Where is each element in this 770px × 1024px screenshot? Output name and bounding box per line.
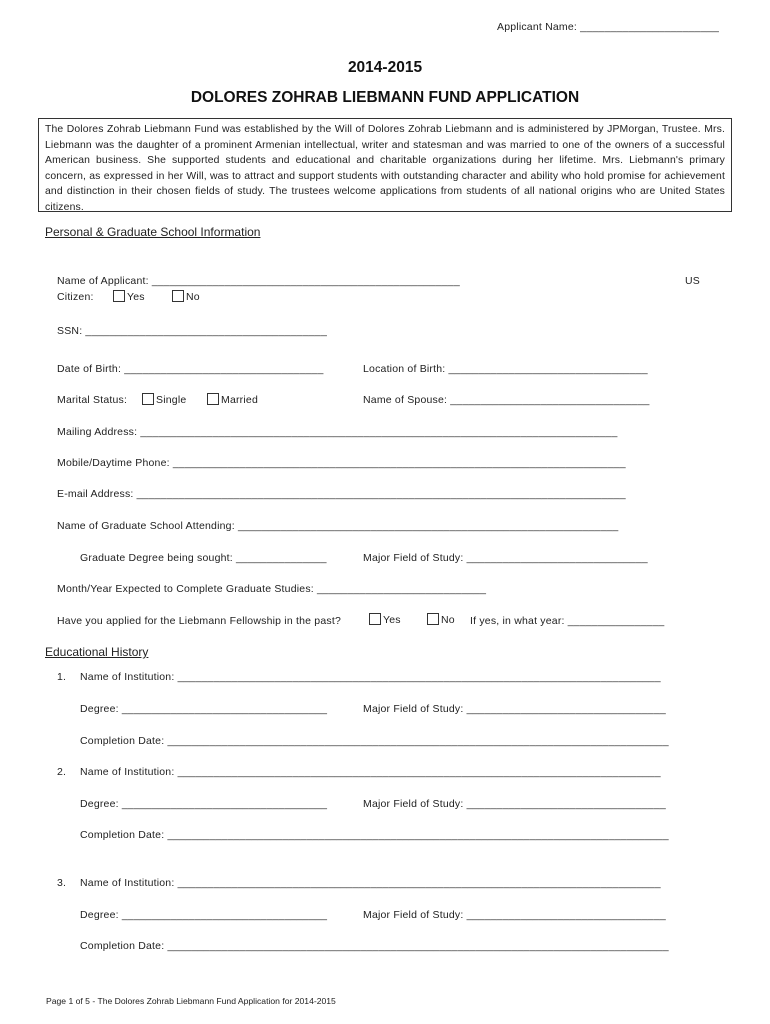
personal-section-heading: Personal & Graduate School Information	[45, 225, 261, 239]
expected-completion-field[interactable]: Month/Year Expected to Complete Graduate Studies: ____________________________	[57, 583, 487, 595]
applied-no-label: No	[441, 614, 455, 626]
citizen-no-checkbox[interactable]	[172, 290, 184, 302]
education-section-heading: Educational History	[45, 645, 149, 659]
name-of-spouse-field[interactable]: Name of Spouse: _________________________________	[363, 394, 650, 406]
education-entry-number: 1.	[57, 671, 67, 683]
citizen-yes-label: Yes	[127, 291, 145, 303]
education-entry-number: 3.	[57, 877, 67, 889]
single-label: Single	[156, 394, 187, 406]
institution-name-field[interactable]: Name of Institution: ________________________________________________________________________________	[80, 877, 661, 889]
ssn-field[interactable]: SSN: ________________________________________	[57, 325, 328, 337]
major-field[interactable]: Major Field of Study: _________________________________	[363, 703, 666, 715]
mailing-address-field[interactable]: Mailing Address: _______________________________________________________________________________	[57, 426, 618, 438]
applied-year-field[interactable]: If yes, in what year: ________________	[470, 615, 665, 627]
form-title: DOLORES ZOHRAB LIEBMANN FUND APPLICATION	[190, 89, 580, 106]
institution-name-field[interactable]: Name of Institution: ________________________________________________________________________________	[80, 671, 661, 683]
completion-date-field[interactable]: Completion Date: ___________________________________________________________________________________	[80, 940, 669, 952]
married-checkbox[interactable]	[207, 393, 219, 405]
degree-field[interactable]: Degree: __________________________________	[80, 703, 328, 715]
citizen-no-option[interactable]	[172, 290, 200, 303]
married-label: Married	[221, 394, 258, 406]
married-option[interactable]	[207, 393, 258, 406]
applied-yes-option[interactable]	[369, 613, 401, 626]
degree-field[interactable]: Degree: __________________________________	[80, 798, 328, 810]
major-field[interactable]: Major Field of Study: _________________________________	[363, 798, 666, 810]
us-label: US	[685, 275, 700, 287]
education-entry-number: 2.	[57, 766, 67, 778]
degree-field[interactable]: Degree: __________________________________	[80, 909, 328, 921]
major-field[interactable]: Major Field of Study: _________________________________	[363, 909, 666, 921]
major-field-of-study-field[interactable]: Major Field of Study: ______________________________	[363, 552, 648, 564]
date-of-birth-field[interactable]: Date of Birth: _________________________________	[57, 363, 324, 375]
applied-no-option[interactable]	[427, 613, 455, 626]
institution-name-field[interactable]: Name of Institution: ________________________________________________________________________________	[80, 766, 661, 778]
completion-date-field[interactable]: Completion Date: ___________________________________________________________________________________	[80, 829, 669, 841]
citizen-no-label: No	[186, 291, 200, 303]
citizen-yes-option[interactable]	[113, 290, 145, 303]
citizen-yes-checkbox[interactable]	[113, 290, 125, 302]
citizen-label: Citizen:	[57, 291, 94, 303]
page-footer: Page 1 of 5 - The Dolores Zohrab Liebmann Fund Application for 2014-2015	[46, 996, 336, 1006]
single-option[interactable]	[142, 393, 186, 406]
applied-no-checkbox[interactable]	[427, 613, 439, 625]
name-of-applicant-field[interactable]: Name of Applicant: ___________________________________________________	[57, 275, 460, 287]
intro-paragraph: The Dolores Zohrab Liebmann Fund was established by the Will of Dolores Zohrab Liebmann and is administered by JPMorgan, Trustee. Mrs. Liebmann was the daughter of a prominent Armenian intellectual, writer and statesman and was married to one of the owners of a successful American business. She supported students and educational and charitable organizations during her lifetime. Mrs. Liebmann's primary concern, as expressed in her Will, was to attract and support students with outstanding character and ability who hold promise for achievement and distinction in their chosen fields of study. The trustees welcome applications from students of all national origins who are United States citizens.	[38, 118, 732, 212]
single-checkbox[interactable]	[142, 393, 154, 405]
completion-date-field[interactable]: Completion Date: ___________________________________________________________________________________	[80, 735, 669, 747]
applied-yes-label: Yes	[383, 614, 401, 626]
email-field[interactable]: E-mail Address: _________________________________________________________________________________	[57, 488, 626, 500]
graduate-degree-field[interactable]: Graduate Degree being sought: _______________	[80, 552, 327, 564]
applicant-name-field[interactable]: Applicant Name: _______________________	[497, 21, 720, 33]
location-of-birth-field[interactable]: Location of Birth: _________________________________	[363, 363, 648, 375]
applied-past-label: Have you applied for the Liebmann Fellowship in the past?	[57, 615, 341, 627]
phone-field[interactable]: Mobile/Daytime Phone: ___________________________________________________________________________	[57, 457, 626, 469]
applied-yes-checkbox[interactable]	[369, 613, 381, 625]
graduate-school-field[interactable]: Name of Graduate School Attending: _______________________________________________________________	[57, 520, 619, 532]
form-year: 2014-2015	[347, 59, 423, 76]
marital-status-label: Marital Status:	[57, 394, 128, 406]
